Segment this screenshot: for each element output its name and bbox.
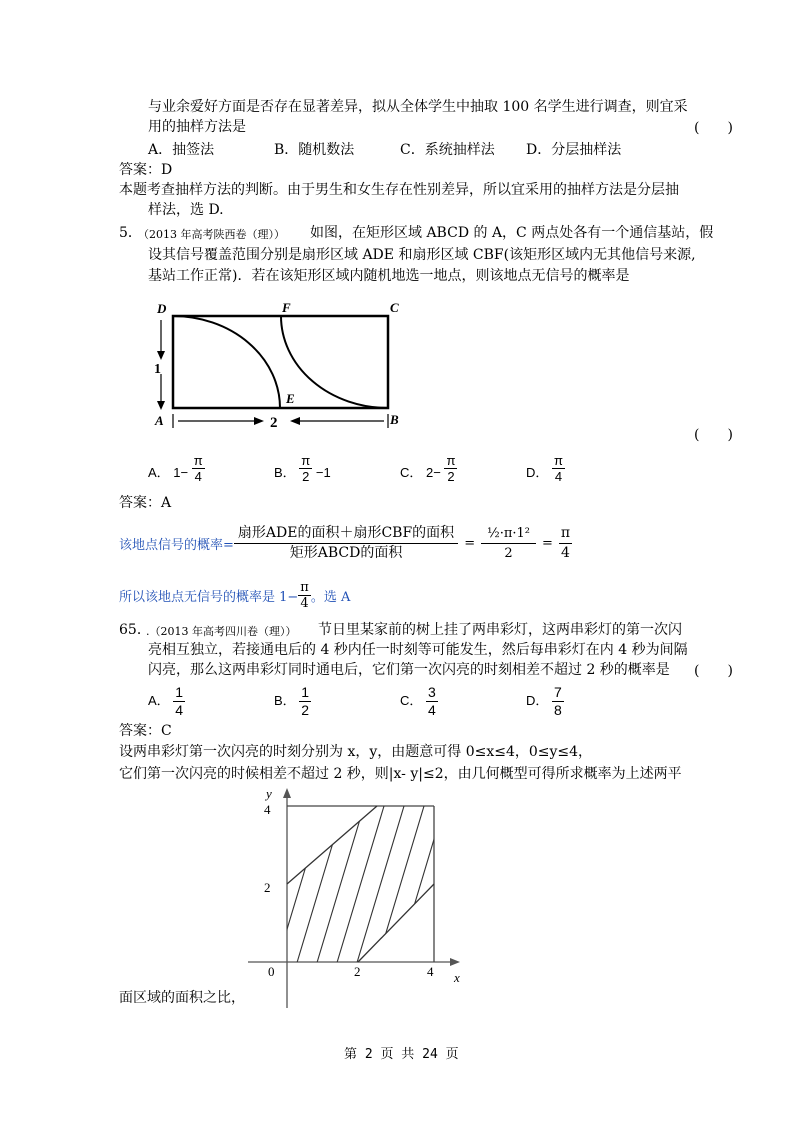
q4-explain-line2: 样法，选 D. [148, 202, 224, 218]
right-arrow-icon [254, 417, 264, 425]
left-arrow-icon [290, 417, 300, 425]
sector-ade-arc [173, 316, 280, 408]
equals-sign: = [464, 535, 476, 551]
q4-option-b: B．随机数法 [274, 142, 355, 158]
shaded-region [250, 786, 470, 986]
answer-text: 答案：A [119, 495, 172, 511]
option-fraction: $\frac{1}{2}$ [301, 684, 310, 718]
label-d: D [157, 301, 167, 316]
q65-explain-line1: 设两串彩灯第一次闪亮的时刻分别为 x，y，由题意可得 0≤x≤4，0≤y≤4， [119, 744, 593, 760]
option-letter: B． [274, 465, 296, 480]
q5-formula [119, 512, 572, 574]
formula-result-fraction: $\frac{\pi}{4}$ [560, 524, 571, 561]
q65-option-b [274, 684, 311, 719]
q5-conclusion [119, 580, 350, 611]
q4-answer-paren: ( ) [694, 120, 733, 136]
q5-option-d [526, 453, 565, 485]
option-letter: A． [148, 465, 170, 480]
q5-answer [119, 493, 171, 513]
q5-line2: 设其信号覆盖范围分别是扇形区域 ADE 和扇形区域 CBF(该矩形区域内无其他信号来源, [148, 247, 696, 263]
q5-rectangle-figure [148, 294, 413, 434]
label-e: E [286, 391, 295, 406]
option-fraction: $\frac{\pi}{4}$ [193, 453, 203, 485]
q4-option-c: C．系统抽样法 [400, 142, 495, 158]
formula-mid-fraction: $\frac{\text{½·π·1²}}{2}$ [481, 524, 536, 563]
conclusion-fraction: $\frac{\pi}{4}$ [300, 580, 309, 611]
height-label: 1 [154, 362, 161, 377]
label-a: A [155, 413, 164, 428]
option-prefix: 1− [173, 465, 189, 480]
down-arrow-icon [157, 401, 165, 410]
option-prefix: 2− [426, 465, 441, 480]
q5-line3: 基站工作正常)．若在该矩形区域内随机地选一地点，则该地点无信号的概率是 [148, 268, 630, 284]
option-letter: A． [148, 692, 170, 708]
q65-option-d [526, 684, 564, 719]
q5-answer-paren: ( ) [694, 427, 733, 443]
q65-option-a [148, 684, 185, 719]
label-c: C [390, 300, 399, 315]
q65-line2: 亮相互独立，若接通电后的 4 秒内任一时刻等可能发生，然后每串彩灯在内 4 秒为间隔 [148, 642, 688, 658]
option-fraction: $\frac{3}{4}$ [428, 684, 436, 718]
x-axis-label: x [454, 970, 460, 985]
option-suffix: −1 [315, 465, 331, 480]
y-tick-4: 4 [264, 802, 271, 817]
option-letter: B． [274, 692, 296, 708]
q4-line2: 用的抽样方法是 [148, 119, 246, 135]
option-fraction: $\frac{7}{8}$ [554, 684, 562, 718]
q65-line1: 节日里某家前的树上挂了两串彩灯，这两串彩灯的第一次闪 [318, 622, 682, 638]
y-axis-label: y [266, 786, 272, 801]
q5-option-c [400, 453, 457, 485]
q65-line3: 闪亮，那么这两串彩灯同时通电后，它们第一次闪亮的时刻相差不超过 2 秒的概率是 [148, 662, 670, 678]
option-letter: C． [400, 465, 423, 480]
x-tick-4: 4 [427, 964, 434, 979]
label-b: B [390, 412, 399, 427]
q4-option-a: A．抽签法 [148, 142, 215, 158]
option-fraction: $\frac{\pi}{2}$ [301, 453, 311, 485]
option-fraction: $\frac{1}{4}$ [175, 684, 184, 718]
sector-cbf-arc [281, 316, 388, 408]
q65-answer-paren: ( ) [694, 663, 733, 679]
q5-option-b [274, 453, 331, 485]
label-f: F [282, 300, 291, 315]
option-letter: D． [526, 465, 549, 480]
q65-answer: 答案：C [119, 723, 172, 739]
page-footer: 第 2 页 共 24 页 [344, 1047, 459, 1062]
width-label: 2 [270, 415, 278, 431]
q5-option-a [148, 453, 205, 485]
equals-sign: = [542, 535, 553, 551]
q65-region-graph [240, 786, 470, 1008]
y-tick-2: 2 [264, 880, 271, 895]
conclusion-text: 所以该地点无信号的概率是 1− [119, 590, 299, 605]
formula-main-fraction: $\frac{\text{扇形ADE的面积＋扇形CBF的面积}}{\text{矩形ABCD的面积}}$ [234, 524, 458, 563]
origin-label: 0 [268, 964, 275, 979]
option-letter: D． [526, 692, 549, 708]
q5-line1: 如图，在矩形区域 ABCD 的 A，C 两点处各有一个通信基站，假 [310, 225, 714, 241]
formula-lead: 该地点信号的概率= [119, 537, 234, 553]
q4-option-d: D．分层抽样法 [526, 142, 622, 158]
conclusion-suffix: 。选 A [310, 590, 351, 605]
q5-source: （2013 年高考陕西卷（理）） [138, 228, 285, 241]
x-tick-2: 2 [354, 964, 361, 979]
q4-line1: 与业余爱好方面是否存在显著差异，拟从全体学生中抽取 100 名学生进行调查，则宜采 [148, 99, 688, 115]
y-axis-arrow-icon [283, 788, 291, 798]
q65-explain-line3: 面区域的面积之比， [119, 990, 245, 1006]
rectangle-abcd [173, 316, 388, 408]
down-arrow-icon [157, 351, 165, 360]
option-letter: C． [400, 692, 423, 708]
option-fraction: $\frac{\pi}{2}$ [446, 453, 456, 485]
q65-explain-line2: 它们第一次闪亮的时候相差不超过 2 秒，则|x- y|≤2，由几何概型可得所求概率为上述两平 [119, 766, 682, 782]
q65-source: .（2013 年高考四川卷（理）） [146, 625, 297, 638]
x-axis-arrow-icon [450, 958, 460, 966]
q4-explain-line1: 本题考查抽样方法的判断。由于男生和女生存在性别差异，所以宜采用的抽样方法是分层抽 [119, 182, 679, 198]
q65-number: 65． [119, 622, 151, 638]
q5-number: 5． [119, 225, 142, 241]
option-fraction: $\frac{\pi}{4}$ [554, 453, 563, 485]
q4-answer: 答案：D [119, 162, 173, 178]
q65-option-c [400, 684, 438, 719]
